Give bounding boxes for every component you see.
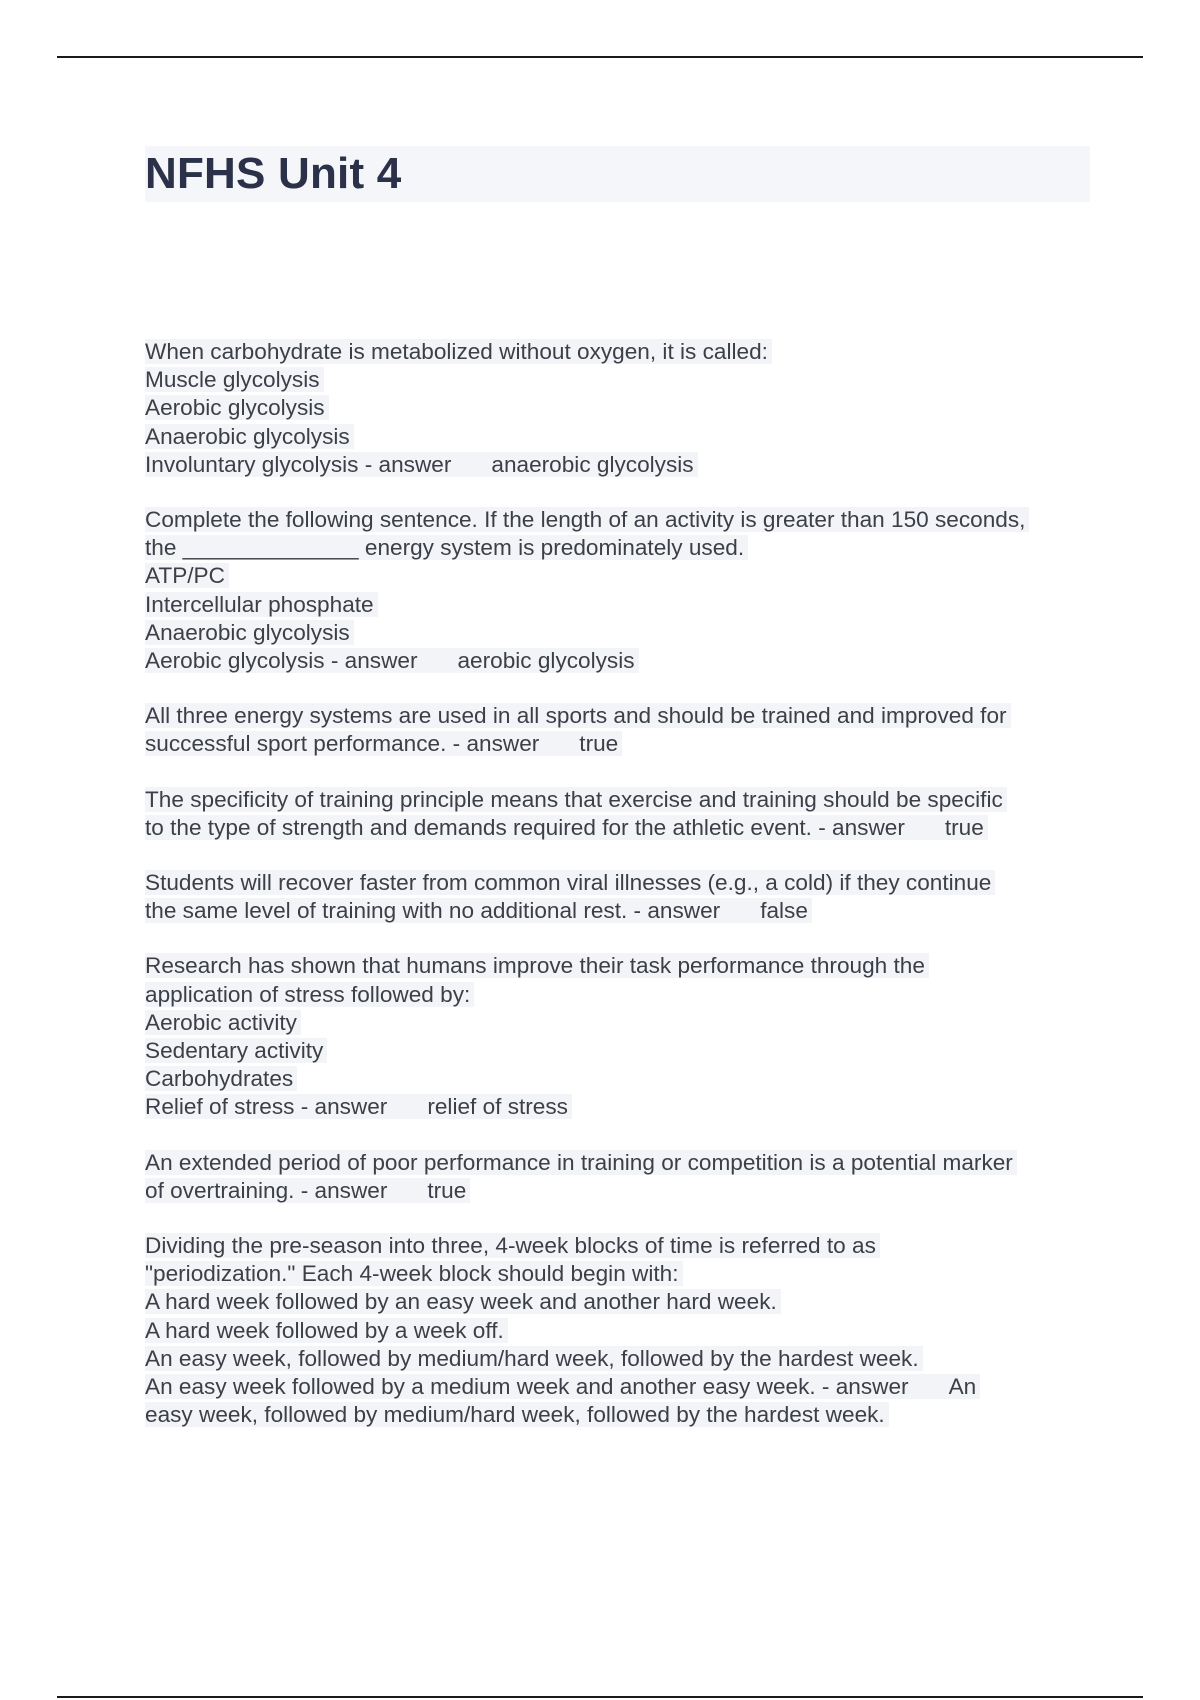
text-line: the ______________ energy system is predominately used. (145, 534, 1090, 562)
answer-value: false (760, 898, 808, 924)
text-line: Students will recover faster from common viral illnesses (e.g., a cold) if they continue (145, 869, 1090, 897)
answer-option: Sedentary activity (145, 1037, 1090, 1065)
answer-value: aerobic glycolysis (457, 648, 635, 674)
answer-line: the same level of training with no additional rest. - answer false (145, 897, 1090, 925)
text-line: When carbohydrate is metabolized without oxygen, it is called: (145, 338, 1090, 366)
answer-value: relief of stress (427, 1094, 568, 1120)
answer-option: An easy week, followed by medium/hard week, followed by the hardest week. (145, 1345, 1090, 1373)
answer-continuation: easy week, followed by medium/hard week, followed by the hardest week. (145, 1401, 1090, 1429)
page-title: NFHS Unit 4 (145, 149, 402, 198)
answer-line: to the type of strength and demands required for the athletic event. - answer true (145, 814, 1090, 842)
answer-value: true (427, 1177, 467, 1203)
qa-item (145, 1232, 1090, 1429)
answer-line: of overtraining. - answer true (145, 1177, 1090, 1205)
qa-item (145, 338, 1090, 479)
answer-option: Aerobic activity (145, 1009, 1090, 1037)
answer-option: Muscle glycolysis (145, 366, 1090, 394)
answer-value: true (944, 814, 984, 840)
qa-item (145, 702, 1090, 758)
answer-option: A hard week followed by a week off. (145, 1317, 1090, 1345)
answer-option: Intercellular phosphate (145, 591, 1090, 619)
bottom-rule (57, 1696, 1143, 1698)
text-line: application of stress followed by: (145, 981, 1090, 1009)
answer-value: anaerobic glycolysis (491, 451, 694, 477)
answer-option: Anaerobic glycolysis (145, 423, 1090, 451)
text-line: "periodization." Each 4-week block should begin with: (145, 1260, 1090, 1288)
text-line: An extended period of poor performance in training or competition is a potential marker (145, 1149, 1090, 1177)
answer-line: Aerobic glycolysis - answer aerobic glycolysis (145, 647, 1090, 675)
qa-item (145, 1149, 1090, 1205)
answer-option: Aerobic glycolysis (145, 394, 1090, 422)
answer-value: true (579, 731, 619, 757)
qa-item (145, 869, 1090, 925)
qa-item (145, 506, 1090, 675)
answer-option: A hard week followed by an easy week and another hard week. (145, 1288, 1090, 1316)
answer-line: An easy week followed by a medium week and another easy week. - answer An (145, 1373, 1090, 1401)
answer-option: Carbohydrates (145, 1065, 1090, 1093)
answer-option: ATP/PC (145, 562, 1090, 590)
qa-list (145, 338, 1090, 1457)
text-line: All three energy systems are used in all sports and should be trained and improved for (145, 702, 1090, 730)
answer-line: Relief of stress - answer relief of stress (145, 1093, 1090, 1121)
qa-item (145, 952, 1090, 1121)
text-line: The specificity of training principle means that exercise and training should be specific (145, 786, 1090, 814)
text-line: Dividing the pre-season into three, 4-week blocks of time is referred to as (145, 1232, 1090, 1260)
top-rule (57, 56, 1143, 58)
answer-option: Anaerobic glycolysis (145, 619, 1090, 647)
qa-item (145, 786, 1090, 842)
answer-line: Involuntary glycolysis - answer anaerobic glycolysis (145, 451, 1090, 479)
answer-value: An (948, 1374, 977, 1400)
text-line: Complete the following sentence. If the length of an activity is greater than 150 seconds, (145, 506, 1090, 534)
text-line: Research has shown that humans improve their task performance through the (145, 952, 1090, 980)
answer-line: successful sport performance. - answer true (145, 730, 1090, 758)
